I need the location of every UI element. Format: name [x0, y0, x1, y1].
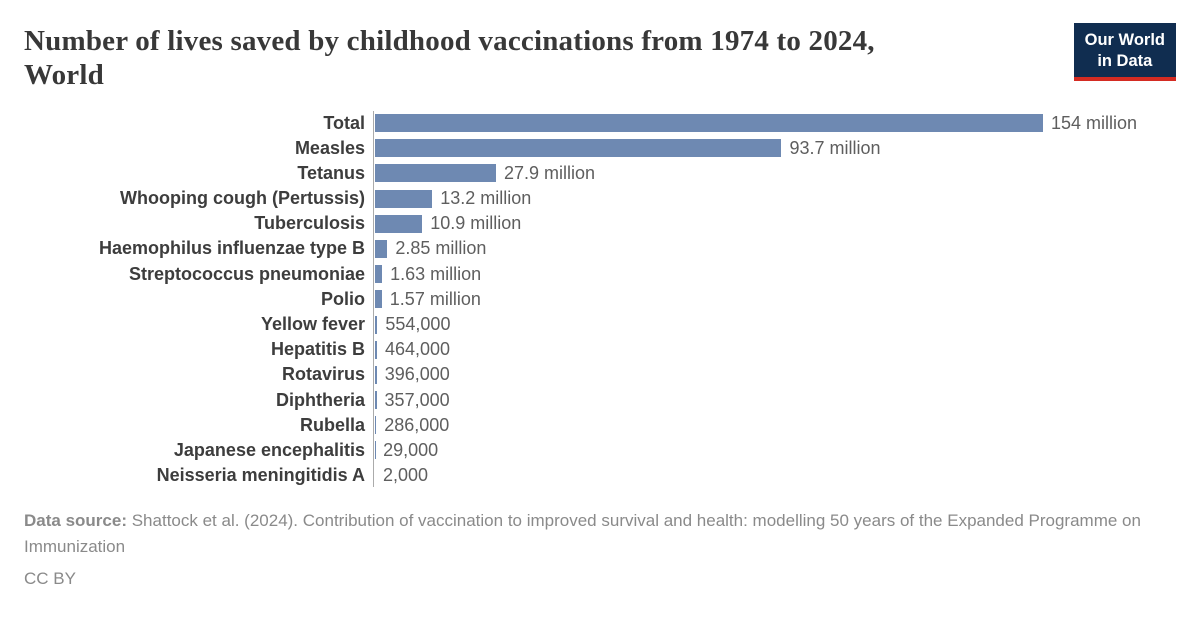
chart-rows	[24, 110, 1176, 488]
bar-cell	[373, 337, 1176, 362]
category-label: Japanese encephalitis	[173, 439, 365, 460]
value-label: 27.9 million	[504, 162, 596, 183]
bar[interactable]	[375, 139, 781, 157]
bar[interactable]	[375, 164, 496, 182]
y-axis-line	[373, 111, 374, 487]
chart-row	[24, 362, 1176, 387]
chart-row	[24, 186, 1176, 211]
category-label: Whooping cough (Pertussis)	[120, 188, 365, 209]
chart-row	[24, 312, 1176, 337]
chart-row	[24, 211, 1176, 236]
owid-logo-line2: in Data	[1097, 52, 1153, 71]
chart-row	[24, 438, 1176, 463]
bar[interactable]	[375, 114, 1043, 132]
chart-row	[24, 161, 1176, 186]
bar-cell	[373, 438, 1176, 463]
value-label: 286,000	[384, 414, 450, 435]
chart-row	[24, 337, 1176, 362]
data-source-text: Shattock et al. (2024). Contribution of vaccination to improved survival and health: modelling 50 years of the Expanded Programme on Immunization	[24, 511, 1141, 556]
chart-row	[24, 236, 1176, 261]
bar[interactable]	[375, 416, 376, 434]
value-label: 13.2 million	[440, 188, 532, 209]
bar-cell	[373, 110, 1176, 135]
value-label: 396,000	[384, 364, 450, 385]
bar-chart	[24, 110, 1176, 488]
header	[24, 22, 1176, 92]
bar[interactable]	[375, 290, 382, 308]
bar-cell	[373, 287, 1176, 312]
chart-row	[24, 413, 1176, 438]
value-label: 554,000	[385, 314, 451, 335]
value-label: 1.63 million	[390, 263, 482, 284]
chart-title: Number of lives saved by childhood vaccinations from 1974 to 2024, World	[24, 25, 875, 92]
owid-logo[interactable]	[1074, 23, 1176, 81]
category-label: Streptococcus pneumoniae	[128, 263, 365, 284]
bar-cell	[373, 413, 1176, 438]
footer	[24, 508, 1174, 592]
category-label: Rubella	[299, 414, 365, 435]
bar-cell	[373, 362, 1176, 387]
bar[interactable]	[375, 391, 377, 409]
category-label: Haemophilus influenzae type B	[98, 238, 365, 259]
bar[interactable]	[375, 366, 377, 384]
license-badge: CC BY	[24, 569, 76, 589]
bar-cell	[373, 161, 1176, 186]
chart-row	[24, 110, 1176, 135]
value-label: 1.57 million	[389, 288, 481, 309]
bar[interactable]	[375, 190, 432, 208]
value-label: 10.9 million	[430, 213, 522, 234]
category-label: Tetanus	[297, 162, 365, 183]
data-source-note	[24, 508, 1174, 559]
category-label: Hepatitis B	[270, 339, 365, 360]
value-label: 2.85 million	[395, 238, 487, 259]
chart-row	[24, 388, 1176, 413]
bar-cell	[373, 312, 1176, 337]
chart-row	[24, 463, 1176, 488]
category-label: Neisseria meningitidis A	[156, 465, 365, 486]
category-label: Measles	[294, 137, 365, 158]
owid-logo-line1: Our World	[1084, 31, 1165, 49]
bar[interactable]	[375, 215, 422, 233]
bar[interactable]	[375, 265, 382, 283]
chart-row	[24, 287, 1176, 312]
category-label: Tuberculosis	[254, 213, 365, 234]
category-label: Yellow fever	[260, 314, 365, 335]
bar[interactable]	[375, 341, 377, 359]
value-label: 154 million	[1051, 112, 1138, 133]
category-label: Polio	[321, 288, 365, 309]
bar[interactable]	[375, 316, 377, 334]
category-label: Diphtheria	[275, 389, 365, 410]
bar-cell	[373, 236, 1176, 261]
category-label: Total	[323, 112, 365, 133]
value-label: 29,000	[383, 439, 439, 460]
bar-cell	[373, 136, 1176, 161]
category-label: Rotavirus	[281, 364, 365, 385]
value-label: 464,000	[385, 339, 451, 360]
chart-row	[24, 262, 1176, 287]
bar-cell	[373, 211, 1176, 236]
value-label: 93.7 million	[789, 137, 881, 158]
bar-cell	[373, 186, 1176, 211]
bar-cell	[373, 262, 1176, 287]
data-source-label: Data source:	[24, 511, 127, 531]
bar[interactable]	[375, 240, 387, 258]
bar-cell	[373, 463, 1176, 488]
value-label: 357,000	[384, 389, 450, 410]
bar-cell	[373, 388, 1176, 413]
value-label: 2,000	[383, 465, 429, 486]
chart-row	[24, 136, 1176, 161]
